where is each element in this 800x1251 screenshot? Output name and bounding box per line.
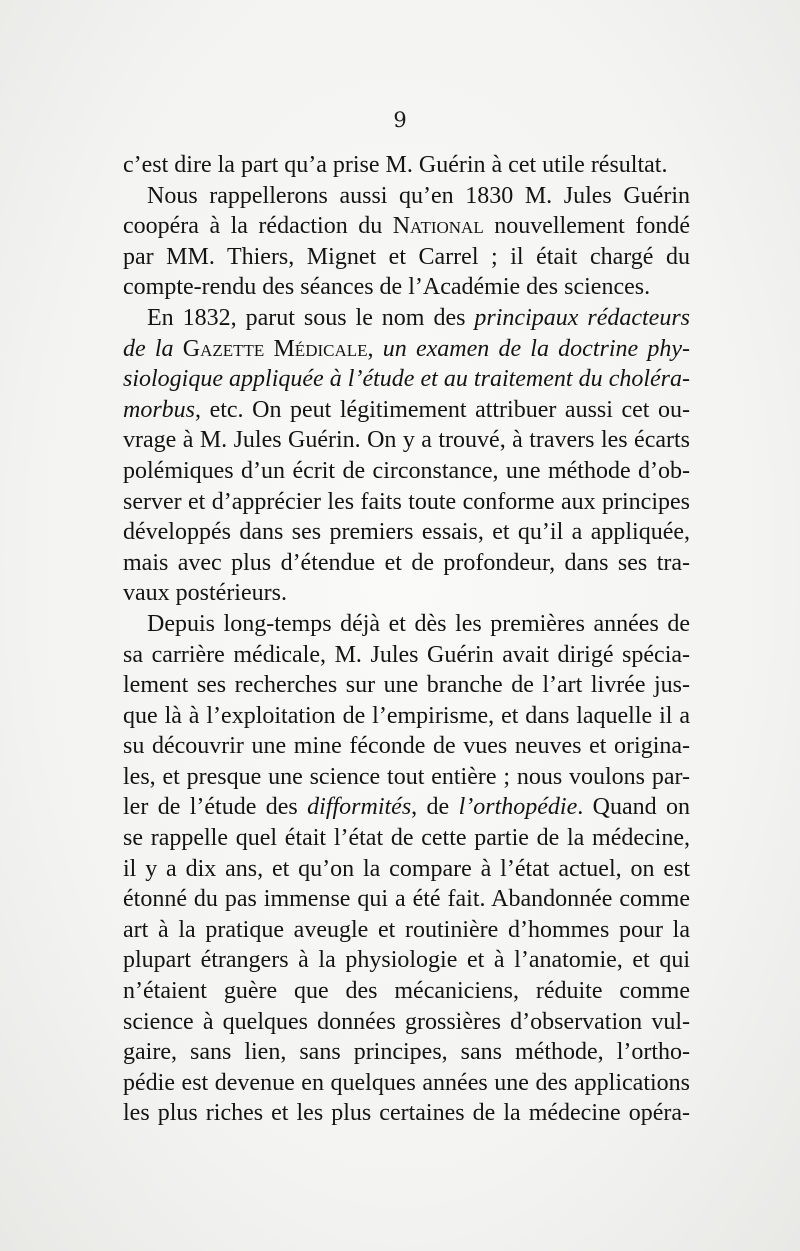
- text-line: [123, 425, 690, 456]
- text-line: [123, 945, 690, 976]
- text-run: par MM. Thiers, Mignet et Carrel ; il était chargé du: [123, 243, 690, 270]
- text-run: ler de l’étude des: [123, 794, 308, 821]
- text-run: il y a dix ans, et qu’on la compare à l’état actuel, on est: [123, 855, 690, 882]
- body-text: [123, 150, 690, 1129]
- text-line: [123, 548, 690, 579]
- text-line: [123, 1037, 690, 1068]
- text-run: En 1832, parut sous le nom des: [147, 304, 475, 331]
- text-line: [123, 364, 690, 395]
- text-line: [123, 1007, 690, 1038]
- text-run: mais avec plus d’étendue et de profondeur, dans ses tra-: [123, 549, 690, 576]
- italic-text: l’orthopédie: [458, 794, 578, 821]
- text-line: [123, 456, 690, 487]
- text-line: [123, 915, 690, 946]
- text-line: [123, 976, 690, 1007]
- text-line: [123, 609, 690, 640]
- text-run: vaux postérieurs.: [123, 580, 287, 607]
- text-line: [123, 395, 690, 426]
- text-line: [123, 762, 690, 793]
- text-run: c’est dire la part qu’a prise M. Guérin à cet utile résultat.: [123, 152, 668, 178]
- italic-text: difformités: [307, 794, 412, 821]
- text-run: compte-rendu des séances de l’Académie des sciences.: [123, 274, 651, 301]
- text-line: [123, 242, 690, 273]
- text-line: [123, 181, 690, 212]
- text-line: [123, 792, 690, 823]
- text-run: les, et presque une science tout entière ; nous voulons par-: [123, 763, 690, 790]
- text-line: [123, 701, 690, 732]
- small-caps-text: Gazette Médicale: [182, 335, 368, 362]
- text-run: n’étaient guère que des mécaniciens, réduite comme: [123, 978, 690, 1005]
- italic-text: siologique appliquée à l’étude et au traitement du choléra-: [123, 366, 690, 393]
- text-run: , etc. On peut légitimement attribuer aussi cet ou-: [195, 396, 690, 423]
- text-line: [123, 517, 690, 548]
- italic-text: morbus: [123, 396, 196, 423]
- italic-text: de la: [123, 335, 183, 362]
- text-line: [123, 487, 690, 518]
- page-number: 9: [393, 108, 407, 132]
- text-run: Nous rappellerons aussi qu’en 1830 M. Jules Guérin: [147, 182, 690, 209]
- text-run: développés dans ses premiers essais, et qu’il a appliquée,: [123, 519, 690, 546]
- text-line: [123, 640, 690, 671]
- text-run: étonné du pas immense qui a été fait. Abandonnée comme: [123, 886, 690, 913]
- text-run: sa carrière médicale, M. Jules Guérin avait dirigé spécia-: [123, 641, 690, 668]
- text-line: [123, 1098, 690, 1129]
- text-line: [123, 823, 690, 854]
- text-run: coopéra à la rédaction du: [123, 213, 393, 240]
- text-line: [123, 150, 690, 181]
- text-line: [123, 578, 690, 609]
- text-line: [123, 303, 690, 334]
- text-run: que là à l’exploitation de l’empirisme, et dans laquelle il a: [123, 702, 690, 729]
- text-run: server et d’apprécier les faits toute conforme aux principes: [123, 488, 690, 515]
- italic-text: principaux rédacteurs: [474, 304, 690, 331]
- text-run: vrage à M. Jules Guérin. On y a trouvé, à travers les écarts: [123, 427, 690, 454]
- text-run: , de: [411, 794, 459, 821]
- small-caps-text: National: [392, 213, 484, 240]
- text-run: Depuis long-temps déjà et dès les premières années de: [147, 610, 690, 637]
- text-run: . Quand on: [577, 794, 691, 821]
- text-line: [123, 334, 690, 365]
- text-run: lement ses recherches sur une branche de l’art livrée jus-: [123, 672, 690, 699]
- text-run: art à la pratique aveugle et routinière d’hommes pour la: [123, 916, 690, 943]
- text-run: ,: [367, 335, 383, 362]
- text-run: gaire, sans lien, sans principes, sans méthode, l’ortho-: [123, 1039, 690, 1066]
- text-line: [123, 1068, 690, 1099]
- text-run: nouvellement fondé: [483, 213, 690, 240]
- text-run: polémiques d’un écrit de circonstance, une méthode d’ob-: [123, 457, 690, 484]
- text-line: [123, 272, 690, 303]
- text-run: se rappelle quel était l’état de cette partie de la médecine,: [123, 825, 690, 852]
- italic-text: un examen de la doctrine phy-: [382, 335, 691, 362]
- text-line: [123, 854, 690, 885]
- text-run: science à quelques données grossières d’observation vul-: [123, 1008, 690, 1035]
- text-run: su découvrir une mine féconde de vues neuves et origina-: [123, 733, 690, 760]
- text-run: pédie est devenue en quelques années une des applications: [123, 1069, 690, 1096]
- text-line: [123, 670, 690, 701]
- text-run: plupart étrangers à la physiologie et à l’anatomie, et qui: [123, 947, 690, 974]
- text-line: [123, 211, 690, 242]
- text-line: [123, 731, 690, 762]
- text-run: les plus riches et les plus certaines de la médecine opéra-: [123, 1100, 690, 1127]
- text-line: [123, 884, 690, 915]
